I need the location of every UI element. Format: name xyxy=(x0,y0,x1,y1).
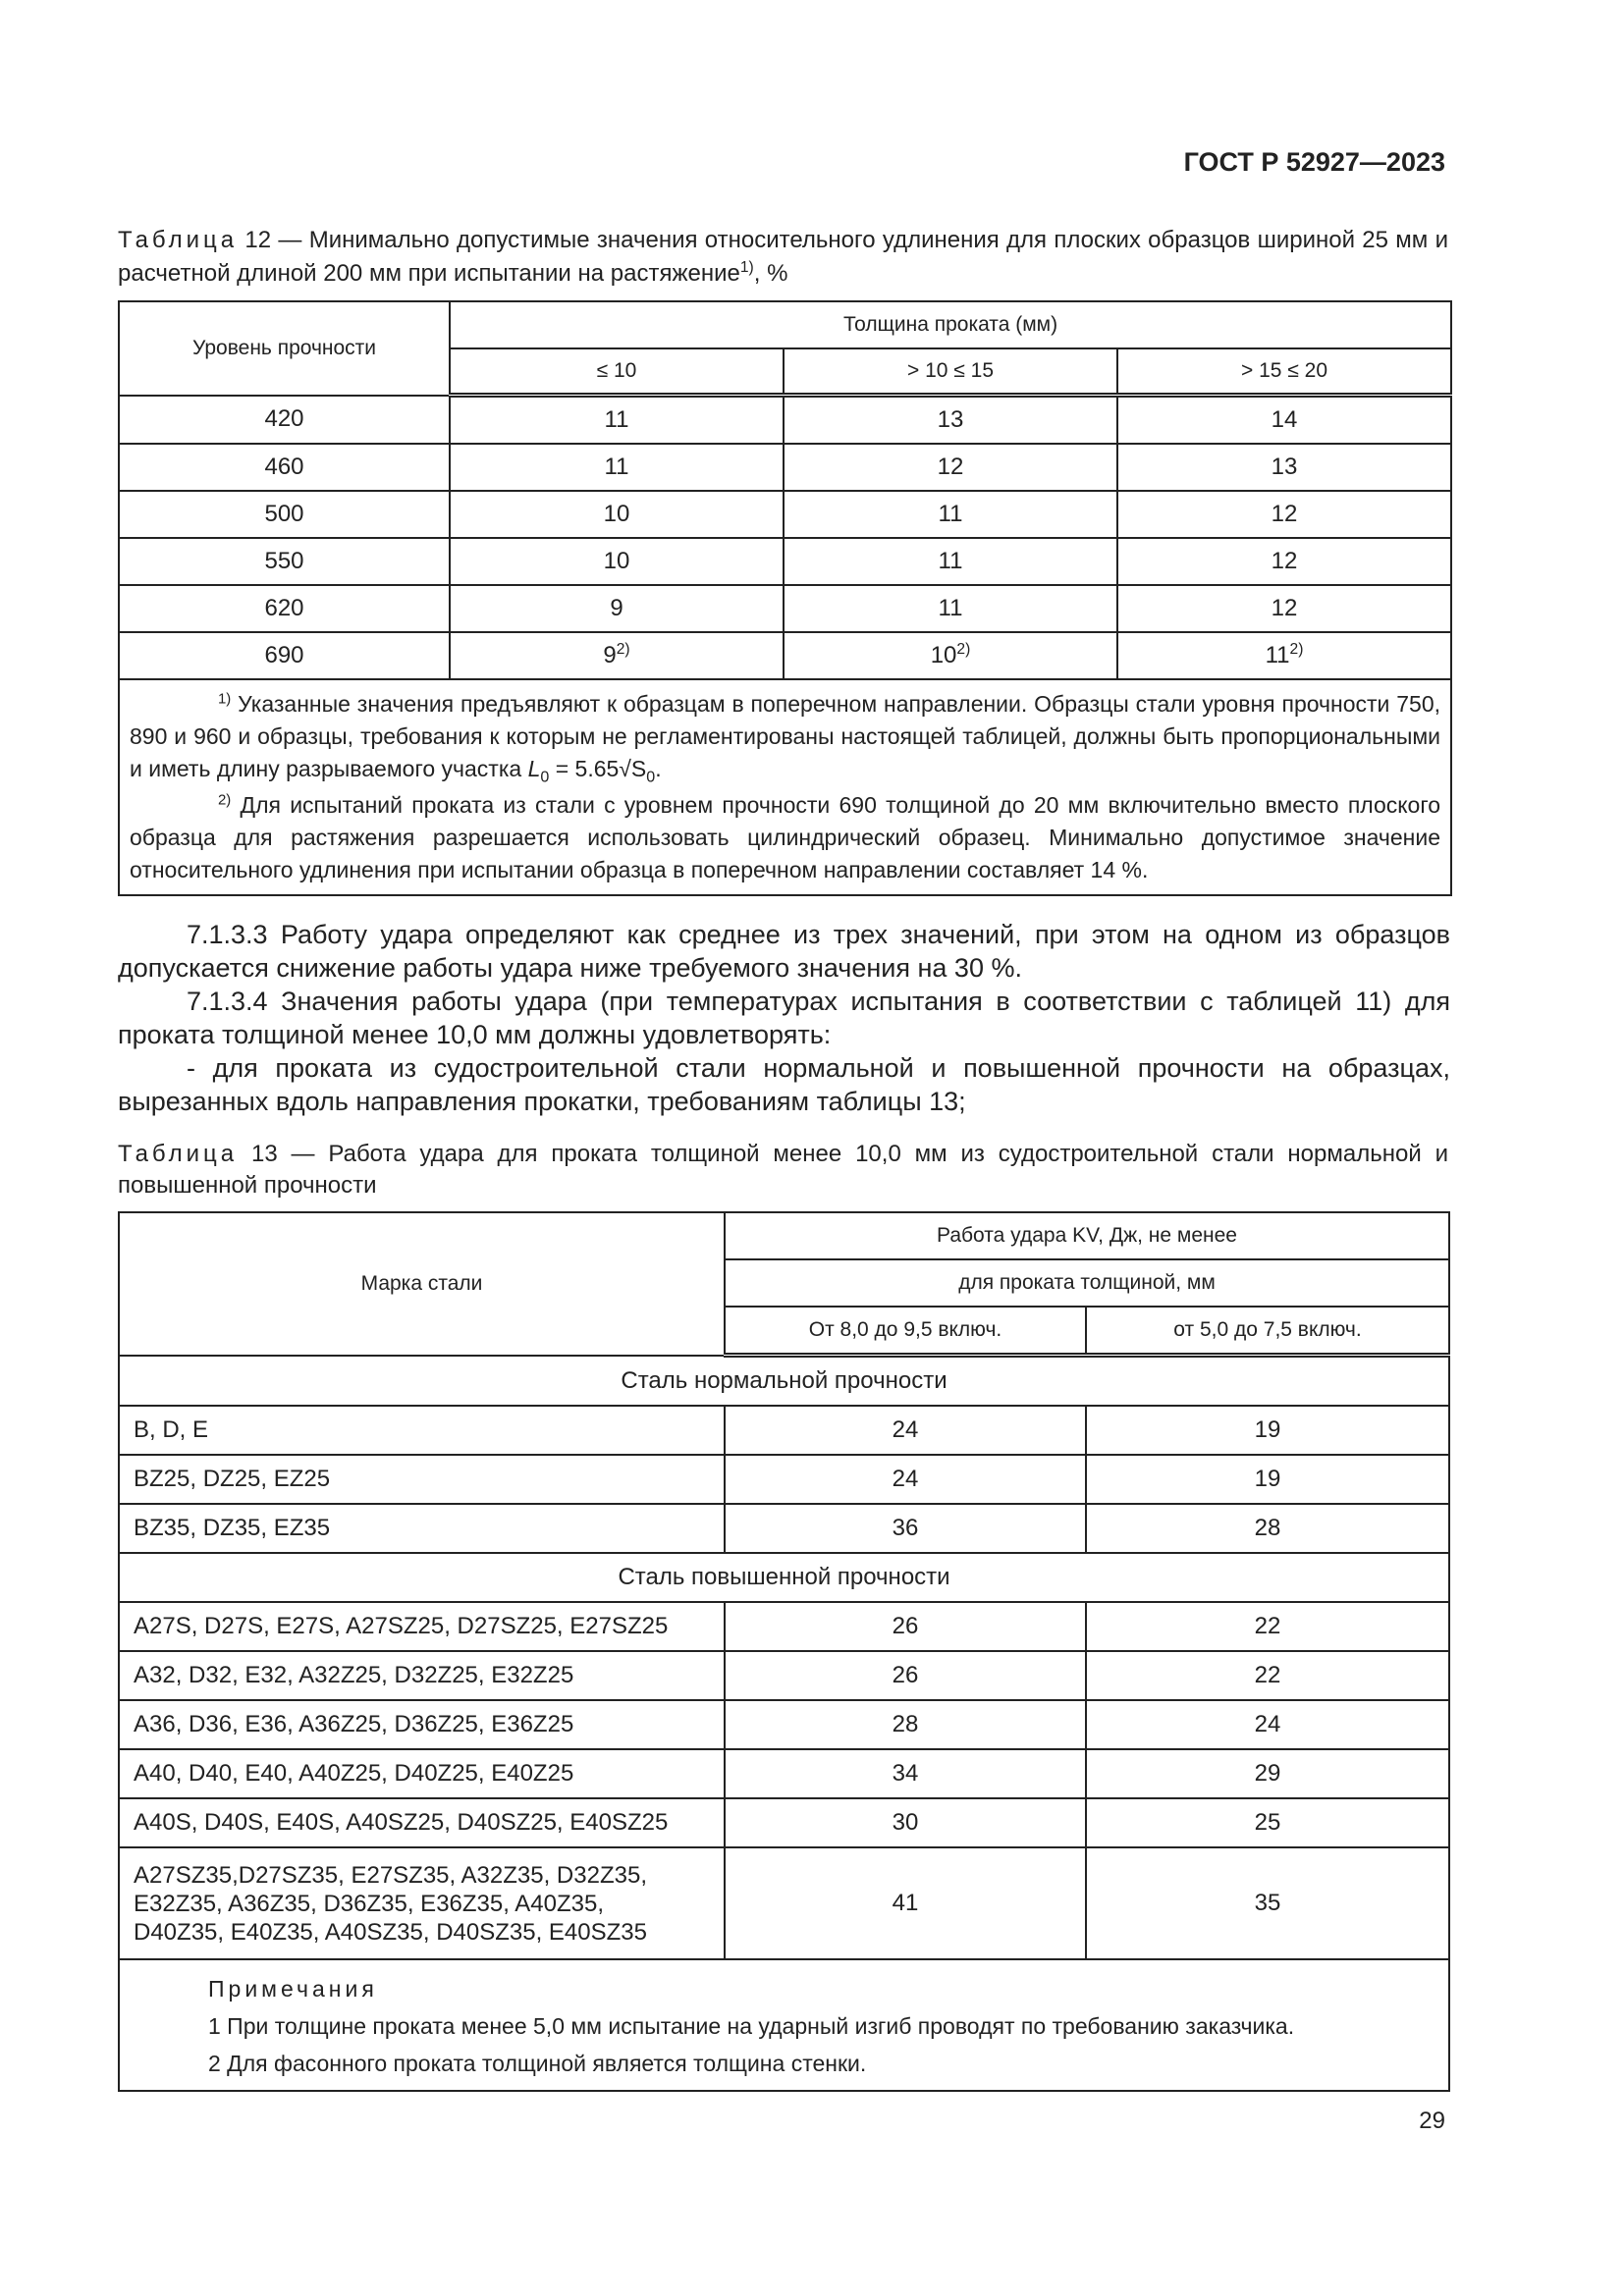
body-text xyxy=(118,918,1450,1118)
elongation-value: 13 xyxy=(784,396,1117,445)
strength-level: 420 xyxy=(119,396,450,445)
table-12-caption xyxy=(118,224,1448,291)
table-13-caption xyxy=(118,1139,1448,1201)
table-row xyxy=(119,396,1451,445)
footnote-2: $^{2)}$ Для испытаний проката из стали с уровнем прочности 690 толщиной до 20 мм включительно вместо плоского образца для растяжения разрешается использовать цилиндрический образец. Минимально допустимое значение относительного удлинения при испытании образца в поперечном направлении составляет 14 %. xyxy=(130,791,1441,882)
impact-value: 19 xyxy=(1086,1406,1449,1455)
impact-value: 34 xyxy=(725,1749,1086,1798)
table-12-caption-text: 12 — Минимально допустимые значения относительного удлинения для плоских образцов шириной 25 мм и расчетной длиной 200 мм при испытании на растяжение xyxy=(118,227,1449,287)
impact-value: 29 xyxy=(1086,1749,1449,1798)
elongation-value: 11 xyxy=(784,585,1117,632)
steel-grade: A40, D40, E40, A40Z25, D40Z25, E40Z25 xyxy=(119,1749,725,1798)
elongation-value: 14 xyxy=(1117,396,1451,445)
paragraph-7-1-3-4: 7.1.3.4 Значения работы удара (при температурах испытания в соответствии с таблицей 11) для проката толщиной менее 10,0 мм должны удовлетворять: xyxy=(118,987,1450,1049)
section-high-strength: Сталь повышенной прочности xyxy=(119,1553,1449,1602)
elongation-value: 11$^{2)}$ xyxy=(1117,632,1451,679)
column-header-impact-energy: Работа удара KV, Дж, не менее xyxy=(725,1212,1449,1259)
table-12-caption-footnote-ref: 1) xyxy=(739,259,754,276)
table-12-footnotes xyxy=(119,679,1451,895)
footnote-ref: 2) xyxy=(956,641,971,658)
column-header-thickness: для проката толщиной, мм xyxy=(725,1259,1449,1307)
table-12-caption-label: Таблица xyxy=(118,227,239,253)
impact-value: 22 xyxy=(1086,1651,1449,1700)
table-12 xyxy=(118,300,1452,896)
elongation-value: 10 xyxy=(450,491,784,538)
table-row xyxy=(119,538,1451,585)
paragraph-list-item: - для проката из судостроительной стали нормальной и повышенной прочности на образцах, вырезанных вдоль направления прокатки, требованиям таблицы 13; xyxy=(118,1053,1450,1116)
table-row xyxy=(119,1798,1449,1847)
steel-grade: B, D, E xyxy=(119,1406,725,1455)
elongation-value: 11 xyxy=(784,538,1117,585)
elongation-value: 9 xyxy=(450,585,784,632)
elongation-value: 12 xyxy=(1117,585,1451,632)
column-header-thickness: Толщина проката (мм) xyxy=(450,301,1451,348)
impact-value: 24 xyxy=(725,1406,1086,1455)
table-13-notes xyxy=(119,1959,1449,2091)
column-header-grade: Марка стали xyxy=(119,1212,725,1356)
page-number: 29 xyxy=(1419,2108,1445,2134)
note-2: 2 Для фасонного проката толщиной является толщина стенки. xyxy=(208,2051,867,2076)
table-row xyxy=(119,444,1451,491)
column-header-thickness-1: ≤ 10 xyxy=(450,348,784,396)
table-row xyxy=(119,632,1451,679)
strength-level: 460 xyxy=(119,444,450,491)
impact-value: 25 xyxy=(1086,1798,1449,1847)
impact-value: 30 xyxy=(725,1798,1086,1847)
elongation-value: 9$^{2)}$ xyxy=(450,632,784,679)
column-header-thickness-1: От 8,0 до 9,5 включ. xyxy=(725,1307,1086,1356)
footnote-ref: 2) xyxy=(616,641,630,658)
note-1: 1 При толщине проката менее 5,0 мм испытание на ударный изгиб проводят по требованию заказчика. xyxy=(208,2013,1295,2039)
steel-grade: BZ35, DZ35, EZ35 xyxy=(119,1504,725,1553)
table-row xyxy=(119,1406,1449,1455)
impact-value: 26 xyxy=(725,1651,1086,1700)
impact-value: 26 xyxy=(725,1602,1086,1651)
impact-value: 35 xyxy=(1086,1847,1449,1959)
document-code: ГОСТ Р 52927—2023 xyxy=(1183,147,1445,177)
elongation-value: 12 xyxy=(1117,538,1451,585)
elongation-value: 11 xyxy=(450,444,784,491)
elongation-value: 10$^{2)}$ xyxy=(784,632,1117,679)
notes-title: Примечания xyxy=(208,1976,378,2002)
strength-level: 500 xyxy=(119,491,450,538)
footnote-ref: 2) xyxy=(1289,641,1304,658)
impact-value: 22 xyxy=(1086,1602,1449,1651)
table-row xyxy=(119,1847,1449,1959)
table-13-caption-label: Таблица xyxy=(118,1141,239,1167)
table-row xyxy=(119,1602,1449,1651)
elongation-value: 11 xyxy=(784,491,1117,538)
table-row xyxy=(119,585,1451,632)
column-header-thickness-3: > 15 ≤ 20 xyxy=(1117,348,1451,396)
elongation-value: 13 xyxy=(1117,444,1451,491)
column-header-thickness-2: от 5,0 до 7,5 включ. xyxy=(1086,1307,1449,1356)
impact-value: 19 xyxy=(1086,1455,1449,1504)
table-row xyxy=(119,491,1451,538)
impact-value: 28 xyxy=(1086,1504,1449,1553)
strength-level: 620 xyxy=(119,585,450,632)
impact-value: 24 xyxy=(1086,1700,1449,1749)
table-row xyxy=(119,1504,1449,1553)
impact-value: 36 xyxy=(725,1504,1086,1553)
elongation-value: 12 xyxy=(784,444,1117,491)
table-row xyxy=(119,1455,1449,1504)
table-12-caption-tail: , % xyxy=(753,260,788,287)
elongation-value: 10 xyxy=(450,538,784,585)
table-row xyxy=(119,1651,1449,1700)
steel-grade: A27S, D27S, E27S, A27SZ25, D27SZ25, E27SZ25 xyxy=(119,1602,725,1651)
steel-grade: A27SZ35,D27SZ35, E27SZ35, A32Z35, D32Z35, E32Z35, A36Z35, D36Z35, E36Z35, A40Z35, D40Z35, E40Z35, A40SZ35, D40SZ35, E40SZ35 xyxy=(119,1847,725,1959)
column-header-strength: Уровень прочности xyxy=(119,301,450,396)
footnote-1: $^{1)}$ Указанные значения предъявляют к образцам в поперечном направлении. Образцы стали уровня прочности 750, 890 и 960 и образцы, требования к которым не регламентированы настоящей таблицей, должны быть пропорциональными и иметь длину разрываемого участка $L_0 = 5.65√S_0$. xyxy=(130,690,1441,786)
impact-value: 24 xyxy=(725,1455,1086,1504)
table-row xyxy=(119,1700,1449,1749)
steel-grade: A36, D36, E36, A36Z25, D36Z25, E36Z25 xyxy=(119,1700,725,1749)
section-normal-strength: Сталь нормальной прочности xyxy=(119,1356,1449,1407)
table-row xyxy=(119,1749,1449,1798)
table-13 xyxy=(118,1211,1450,2092)
impact-value: 28 xyxy=(725,1700,1086,1749)
elongation-value: 12 xyxy=(1117,491,1451,538)
strength-level: 690 xyxy=(119,632,450,679)
steel-grade: BZ25, DZ25, EZ25 xyxy=(119,1455,725,1504)
strength-level: 550 xyxy=(119,538,450,585)
table-13-caption-text: 13 — Работа удара для проката толщиной менее 10,0 мм из судостроительной стали нормальной и повышенной прочности xyxy=(118,1141,1448,1199)
elongation-value: 11 xyxy=(450,396,784,445)
impact-value: 41 xyxy=(725,1847,1086,1959)
steel-grade: A32, D32, E32, A32Z25, D32Z25, E32Z25 xyxy=(119,1651,725,1700)
steel-grade: A40S, D40S, E40S, A40SZ25, D40SZ25, E40SZ25 xyxy=(119,1798,725,1847)
paragraph-7-1-3-3: 7.1.3.3 Работу удара определяют как среднее из трех значений, при этом на одном из образцов допускается снижение работы удара ниже требуемого значения на 30 %. xyxy=(118,920,1450,983)
column-header-thickness-2: > 10 ≤ 15 xyxy=(784,348,1117,396)
